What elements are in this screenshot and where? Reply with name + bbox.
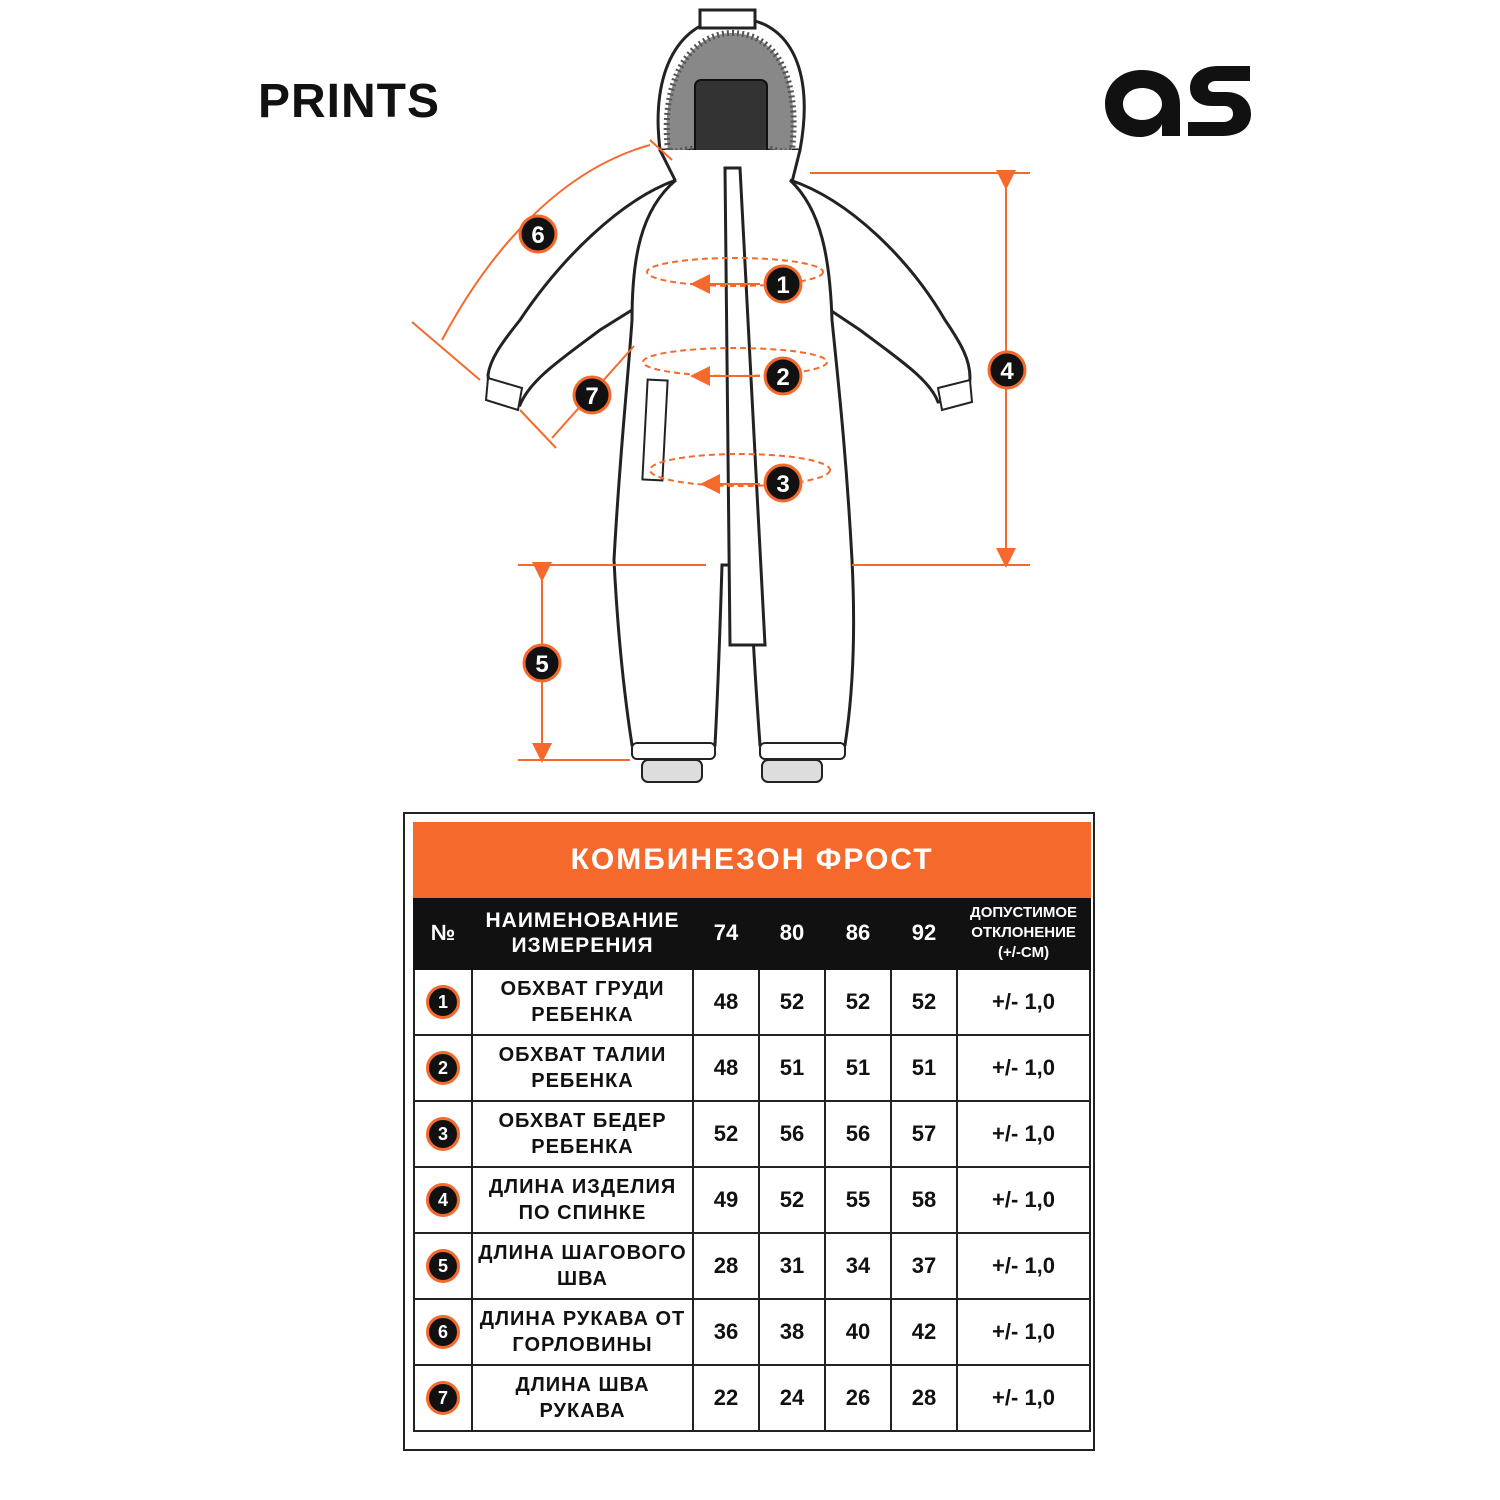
row-value: 48 (693, 1035, 759, 1101)
header-size: 86 (825, 897, 891, 969)
row-tolerance: +/- 1,0 (957, 969, 1090, 1035)
header-name: НАИМЕНОВАНИЕ ИЗМЕРЕНИЯ (472, 897, 693, 969)
row-name: ДЛИНА ИЗДЕЛИЯ ПО СПИНКЕ (472, 1167, 693, 1233)
svg-text:4: 4 (1000, 358, 1014, 385)
svg-text:2: 2 (776, 364, 790, 391)
row-value: 51 (891, 1035, 957, 1101)
row-value: 52 (891, 969, 957, 1035)
row-value: 56 (759, 1101, 825, 1167)
row-name: ОБХВАТ ГРУДИ РЕБЕНКА (472, 969, 693, 1035)
row-value: 38 (759, 1299, 825, 1365)
row-tolerance: +/- 1,0 (957, 1101, 1090, 1167)
row-value: 24 (759, 1365, 825, 1431)
row-badge: 2 (426, 1051, 460, 1085)
svg-text:6: 6 (531, 222, 545, 249)
size-table (413, 822, 1091, 1432)
table-row (414, 1299, 1090, 1365)
size-table-frame (403, 812, 1095, 1451)
table-row (414, 1035, 1090, 1101)
header-tolerance: ДОПУСТИМОЕ ОТКЛОНЕНИЕ (+/-СМ) (957, 897, 1090, 969)
row-tolerance: +/- 1,0 (957, 1365, 1090, 1431)
row-value: 28 (891, 1365, 957, 1431)
row-badge: 4 (426, 1183, 460, 1217)
row-value: 34 (825, 1233, 891, 1299)
row-value: 40 (825, 1299, 891, 1365)
row-badge: 5 (426, 1249, 460, 1283)
row-name: ДЛИНА ШВА РУКАВА (472, 1365, 693, 1431)
row-value: 51 (825, 1035, 891, 1101)
table-row (414, 1233, 1090, 1299)
marker-7 (574, 377, 610, 413)
marker-2 (765, 358, 801, 394)
table-row (414, 1167, 1090, 1233)
header-size: 92 (891, 897, 957, 969)
row-value: 26 (825, 1365, 891, 1431)
row-value: 52 (759, 1167, 825, 1233)
row-value: 28 (693, 1233, 759, 1299)
row-value: 37 (891, 1233, 957, 1299)
marker-4 (989, 352, 1025, 388)
table-row (414, 1365, 1090, 1431)
header-num: № (414, 897, 472, 969)
marker-1 (765, 266, 801, 302)
row-name: ОБХВАТ БЕДЕР РЕБЕНКА (472, 1101, 693, 1167)
marker-6 (520, 216, 556, 252)
table-row (414, 1101, 1090, 1167)
svg-text:5: 5 (535, 651, 549, 678)
svg-text:3: 3 (776, 471, 790, 498)
brand-title: PRINTS (258, 75, 441, 128)
row-value: 56 (825, 1101, 891, 1167)
row-value: 55 (825, 1167, 891, 1233)
header-size: 74 (693, 897, 759, 969)
row-badge: 7 (426, 1381, 460, 1415)
row-tolerance: +/- 1,0 (957, 1233, 1090, 1299)
row-value: 49 (693, 1167, 759, 1233)
row-badge: 6 (426, 1315, 460, 1349)
header-size: 80 (759, 897, 825, 969)
row-tolerance: +/- 1,0 (957, 1035, 1090, 1101)
row-value: 58 (891, 1167, 957, 1233)
row-value: 51 (759, 1035, 825, 1101)
row-value: 31 (759, 1233, 825, 1299)
row-value: 57 (891, 1101, 957, 1167)
row-badge: 3 (426, 1117, 460, 1151)
row-value: 52 (693, 1101, 759, 1167)
hood (658, 10, 804, 160)
row-value: 52 (825, 969, 891, 1035)
row-value: 42 (891, 1299, 957, 1365)
row-value: 48 (693, 969, 759, 1035)
row-value: 52 (759, 969, 825, 1035)
row-tolerance: +/- 1,0 (957, 1167, 1090, 1233)
row-badge: 1 (426, 985, 460, 1019)
row-name: ДЛИНА ШАГОВОГО ШВА (472, 1233, 693, 1299)
row-value: 22 (693, 1365, 759, 1431)
svg-text:7: 7 (585, 383, 599, 410)
row-value: 36 (693, 1299, 759, 1365)
svg-text:1: 1 (776, 272, 790, 299)
row-tolerance: +/- 1,0 (957, 1299, 1090, 1365)
row-name: ДЛИНА РУКАВА ОТ ГОРЛОВИНЫ (472, 1299, 693, 1365)
marker-5 (524, 645, 560, 681)
table-row (414, 969, 1090, 1035)
table-title: КОМБИНЕЗОН ФРОСТ (414, 823, 1090, 897)
row-name: ОБХВАТ ТАЛИИ РЕБЕНКА (472, 1035, 693, 1101)
marker-3 (765, 465, 801, 501)
